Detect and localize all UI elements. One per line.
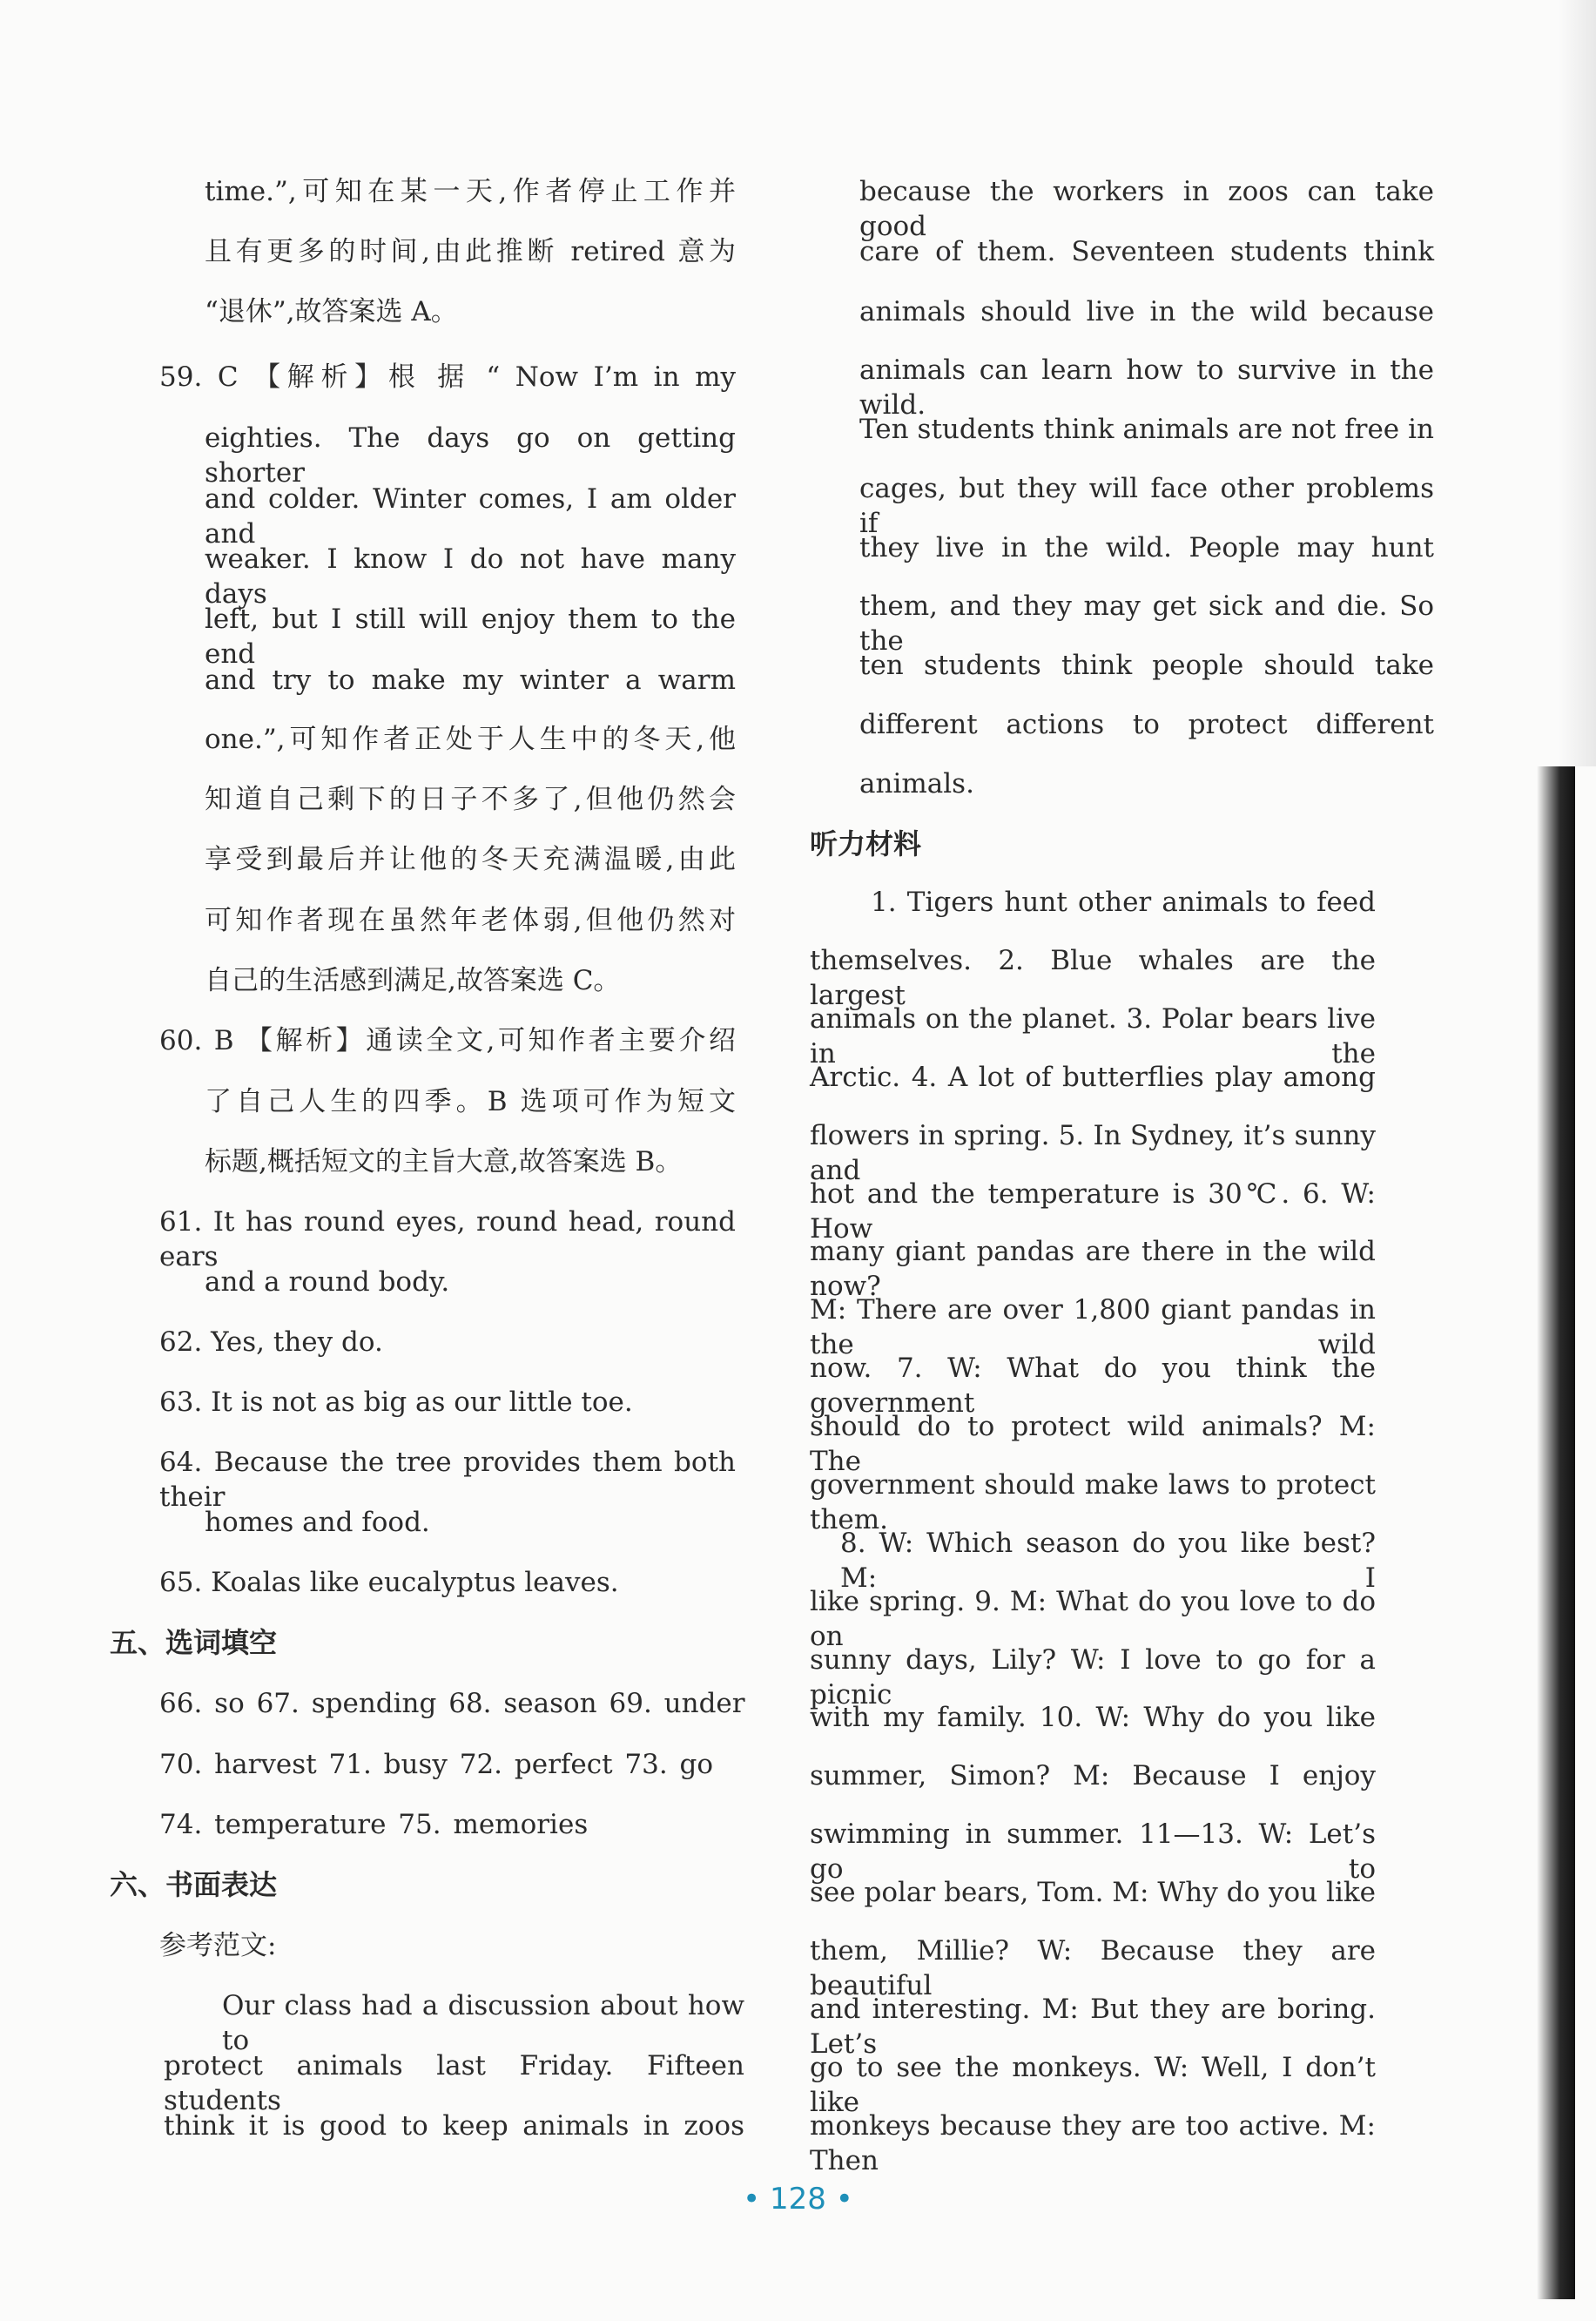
listening-material-heading: 听力材料 — [810, 827, 922, 860]
text-line: 知道自己剩下的日子不多了,但他仍然会 — [205, 784, 736, 815]
transcript-line: swimming in summer. 11—13. W: Let’s go to — [810, 1818, 1376, 1885]
transcript-line: and interesting. M: But they are boring. Let’s — [810, 1994, 1376, 2060]
text-line: 标题,概括短文的主旨大意,故答案选 B。 — [205, 1146, 683, 1177]
answers-66-69: 66. so 67. spending 68. season 69. under — [159, 1688, 745, 1719]
essay-line: protect animals last Friday. Fifteen students — [164, 2050, 744, 2116]
answers-74-75: 74. temperature 75. memories — [159, 1809, 589, 1840]
essay-line: ten students think people should take — [859, 650, 1434, 681]
essay-line: animals. — [859, 768, 974, 800]
section-heading-5: 五、选词填空 — [110, 1626, 278, 1659]
transcript-line: with my family. 10. W: Why do you like — [810, 1702, 1376, 1733]
text-line: 且有更多的时间,由此推断 retired 意为 — [205, 236, 736, 267]
answer-64: 64. Because the tree provides them both their — [159, 1447, 736, 1513]
transcript-line: animals on the planet. 3. Polar bears live in the — [810, 1003, 1376, 1069]
essay-line: they live in the wild. People may hunt — [859, 532, 1434, 563]
essay-line: Our class had a discussion about how to — [222, 1990, 744, 2056]
text-line: left, but I still will enjoy them to the end — [205, 604, 736, 670]
essay-line: because the workers in zoos can take good — [859, 176, 1434, 242]
text-line: one.”,可知作者正处于人生中的冬天,他 — [205, 724, 736, 755]
text-line: and try to make my winter a warm — [205, 665, 736, 696]
transcript-line: government should make laws to protect them. — [810, 1469, 1376, 1535]
transcript-line: many giant pandas are there in the wild now? — [810, 1236, 1376, 1302]
answers-70-73: 70. harvest 71. busy 72. perfect 73. go — [159, 1749, 714, 1780]
transcript-line: them, Millie? W: Because they are beautiful — [810, 1935, 1376, 2001]
book-spine-shadow — [1537, 766, 1575, 2299]
text-line: time.”,可知在某一天,作者停止工作并 — [205, 176, 736, 207]
transcript-line: should do to protect wild animals? M: The — [810, 1411, 1376, 1477]
transcript-line: sunny days, Lily? W: I love to go for a picnic — [810, 1644, 1376, 1710]
sample-essay-label: 参考范文: — [159, 1930, 277, 1961]
essay-line: care of them. Seventeen students think — [859, 236, 1434, 267]
transcript-line: Arctic. 4. A lot of butterflies play among — [810, 1062, 1376, 1093]
transcript-line: 8. W: Which season do you like best? M: I — [840, 1528, 1376, 1594]
text-line: and colder. Winter comes, I am older and — [205, 483, 736, 550]
answer-62: 62. Yes, they do. — [159, 1326, 383, 1358]
text-line: 享受到最后并让他的冬天充满温暖,由此 — [205, 844, 736, 875]
essay-line: animals can learn how to survive in the wild. — [859, 354, 1434, 421]
answer-60: 60. B 【解析】通读全文,可知作者主要介绍 — [159, 1025, 736, 1056]
text-line: 自己的生活感到满足,故答案选 C。 — [205, 965, 621, 996]
transcript-line: 1. Tigers hunt other animals to feed — [871, 887, 1376, 918]
essay-line: different actions to protect different — [859, 709, 1434, 740]
section-heading-6: 六、书面表达 — [110, 1868, 278, 1901]
transcript-line: flowers in spring. 5. In Sydney, it’s sunny and — [810, 1120, 1376, 1186]
essay-line: Ten students think animals are not free in — [859, 414, 1434, 445]
transcript-line: monkeys because they are too active. M: Then — [810, 2110, 1376, 2176]
page-edge-shadow-top — [1559, 0, 1596, 766]
transcript-line: go to see the monkeys. W: Well, I don’t like — [810, 2052, 1376, 2118]
page-number-value: 128 — [770, 2182, 826, 2216]
answer-59: 59. C 【解析】根 据 “ Now I’m in my — [159, 361, 736, 393]
transcript-line: themselves. 2. Blue whales are the largest — [810, 945, 1376, 1011]
text-line: eighties. The days go on getting shorter — [205, 422, 736, 489]
essay-line: think it is good to keep animals in zoos — [164, 2110, 744, 2142]
essay-line: cages, but they will face other problems if — [859, 473, 1434, 539]
text-line: and a round body. — [205, 1266, 450, 1298]
essay-line: them, and they may get sick and die. So the — [859, 590, 1434, 657]
answer-61: 61. It has round eyes, round head, round ears — [159, 1206, 736, 1272]
transcript-line: summer, Simon? M: Because I enjoy — [810, 1760, 1376, 1791]
transcript-line: like spring. 9. M: What do you love to do on — [810, 1586, 1376, 1652]
text-line: 了自己人生的四季。B 选项可作为短文 — [205, 1086, 736, 1117]
transcript-line: now. 7. W: What do you think the government — [810, 1353, 1376, 1419]
transcript-line: hot and the temperature is 30℃. 6. W: How — [810, 1178, 1376, 1245]
text-line: 可知作者现在虽然年老体弱,但他仍然对 — [205, 905, 736, 936]
transcript-line: M: There are over 1,800 giant pandas in the wild — [810, 1294, 1376, 1360]
text-line: “退休”,故答案选 A。 — [205, 296, 458, 327]
transcript-line: see polar bears, Tom. M: Why do you like — [810, 1877, 1376, 1908]
essay-line: animals should live in the wild because — [859, 296, 1434, 327]
answer-65: 65. Koalas like eucalyptus leaves. — [159, 1567, 619, 1598]
answer-63: 63. It is not as big as our little toe. — [159, 1387, 633, 1418]
text-line: weaker. I know I do not have many days — [205, 543, 736, 610]
page-number: • 128 • — [743, 2182, 853, 2216]
text-line: homes and food. — [205, 1507, 430, 1538]
